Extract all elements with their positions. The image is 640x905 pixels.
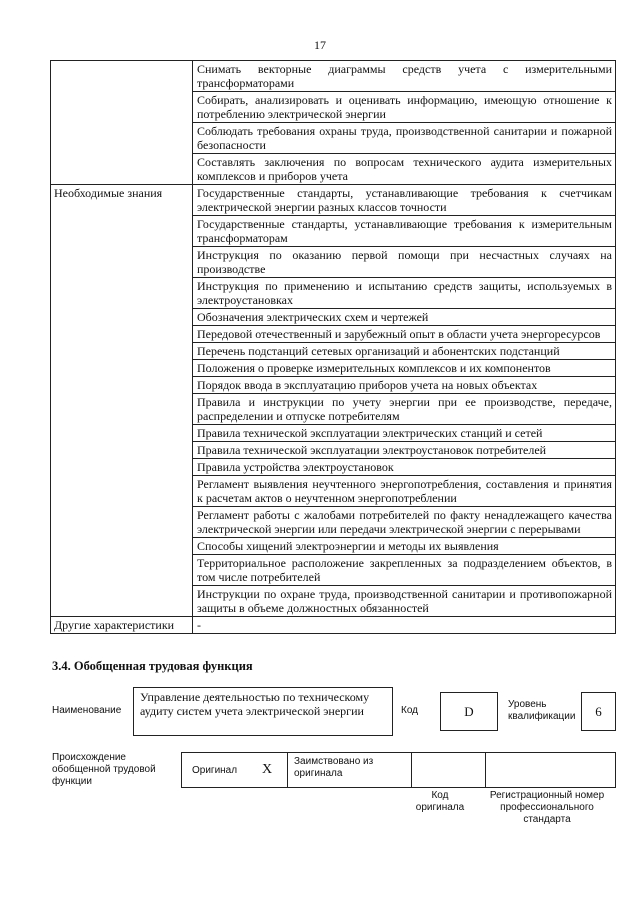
table-row	[51, 185, 616, 216]
row-text: Снимать векторные диаграммы средств учета с измерительными трансформаторами	[193, 61, 616, 92]
row-text: Порядок ввода в эксплуатацию приборов учета на новых объектах	[193, 377, 616, 394]
reg-number-cell	[485, 752, 616, 788]
row-category	[51, 61, 193, 185]
row-text: Регламент выявления неучтенного энергопотребления, составления и принятия к расчетам актов о неучтенном энергопотреблении	[193, 476, 616, 507]
row-text: Составлять заключения по вопросам технического аудита измерительных комплексов и приборов учета	[193, 154, 616, 185]
row-text: Территориальное расположение закрепленных за подразделением объектов, в том числе потребителей	[193, 555, 616, 586]
origin-row	[181, 752, 616, 788]
row-text: Обозначения электрических схем и чертежей	[193, 309, 616, 326]
row-category: Необходимые знания	[51, 185, 193, 617]
knowledge-skills-table	[50, 60, 616, 634]
row-text: Инструкции по охране труда, производственной санитарии и противопожарной защиты в объеме должностных обязанностей	[193, 586, 616, 617]
row-text: Правила устройства электроустановок	[193, 459, 616, 476]
row-text: Правила и инструкции по учету энергии при ее производстве, передаче, распределении и отпуске потребителям	[193, 394, 616, 425]
reg-number-label: Регистрационный номер профессионального стандарта	[489, 790, 605, 825]
code-original-label: Код оригинала	[415, 790, 465, 813]
section-title: 3.4. Обобщенная трудовая функция	[52, 659, 253, 673]
original-label: Оригинал	[192, 765, 238, 776]
table-row	[51, 617, 616, 634]
page-number: 17	[314, 38, 326, 52]
row-text: Соблюдать требования охраны труда, производственной санитарии и пожарной безопасности	[193, 123, 616, 154]
row-text: Правила технической эксплуатации электроустановок потребителей	[193, 442, 616, 459]
row-text: Государственные стандарты, устанавливающие требования к измерительным трансформаторам	[193, 216, 616, 247]
code-label: Код	[401, 705, 419, 716]
borrowed-label: Заимствовано из оригинала	[294, 756, 374, 779]
row-text: Инструкция по применению и испытанию средств защиты, используемых в электроустановках	[193, 278, 616, 309]
row-text: Способы хищений электроэнергии и методы их выявления	[193, 538, 616, 555]
row-text: Регламент работы с жалобами потребителей по факту ненадлежащего качества электрической энергии или передачи электрической энергии с перерывами	[193, 507, 616, 538]
row-text: Государственные стандарты, устанавливающие требования к счетчикам электрической энергии разных классов точности	[193, 185, 616, 216]
row-text: Собирать, анализировать и оценивать информацию, имеющую отношение к потреблению электрической энергии	[193, 92, 616, 123]
original-cell	[181, 752, 288, 788]
code-original-cell	[411, 752, 486, 788]
row-text: Положения о проверке измерительных комплексов и их компонентов	[193, 360, 616, 377]
function-name-field: Управление деятельностью по техническому аудиту систем учета электрической энергии	[133, 687, 393, 736]
table-row	[51, 61, 616, 92]
row-text: Передовой отечественный и зарубежный опыт в области учета энергоресурсов	[193, 326, 616, 343]
row-text: Перечень подстанций сетевых организаций и абонентских подстанций	[193, 343, 616, 360]
level-value-field: 6	[581, 692, 616, 731]
row-text: -	[193, 617, 616, 634]
origin-label: Происхождение обобщенной трудовой функции	[52, 752, 156, 787]
row-text: Инструкция по оказанию первой помощи при несчастных случаях на производстве	[193, 247, 616, 278]
name-label: Наименование	[52, 705, 122, 716]
original-mark: X	[262, 762, 273, 777]
level-label: Уровень квалификации	[508, 699, 576, 722]
row-text: Правила технической эксплуатации электрических станций и сетей	[193, 425, 616, 442]
row-category: Другие характеристики	[51, 617, 193, 634]
code-value-field: D	[440, 692, 498, 731]
borrowed-cell	[287, 752, 412, 788]
